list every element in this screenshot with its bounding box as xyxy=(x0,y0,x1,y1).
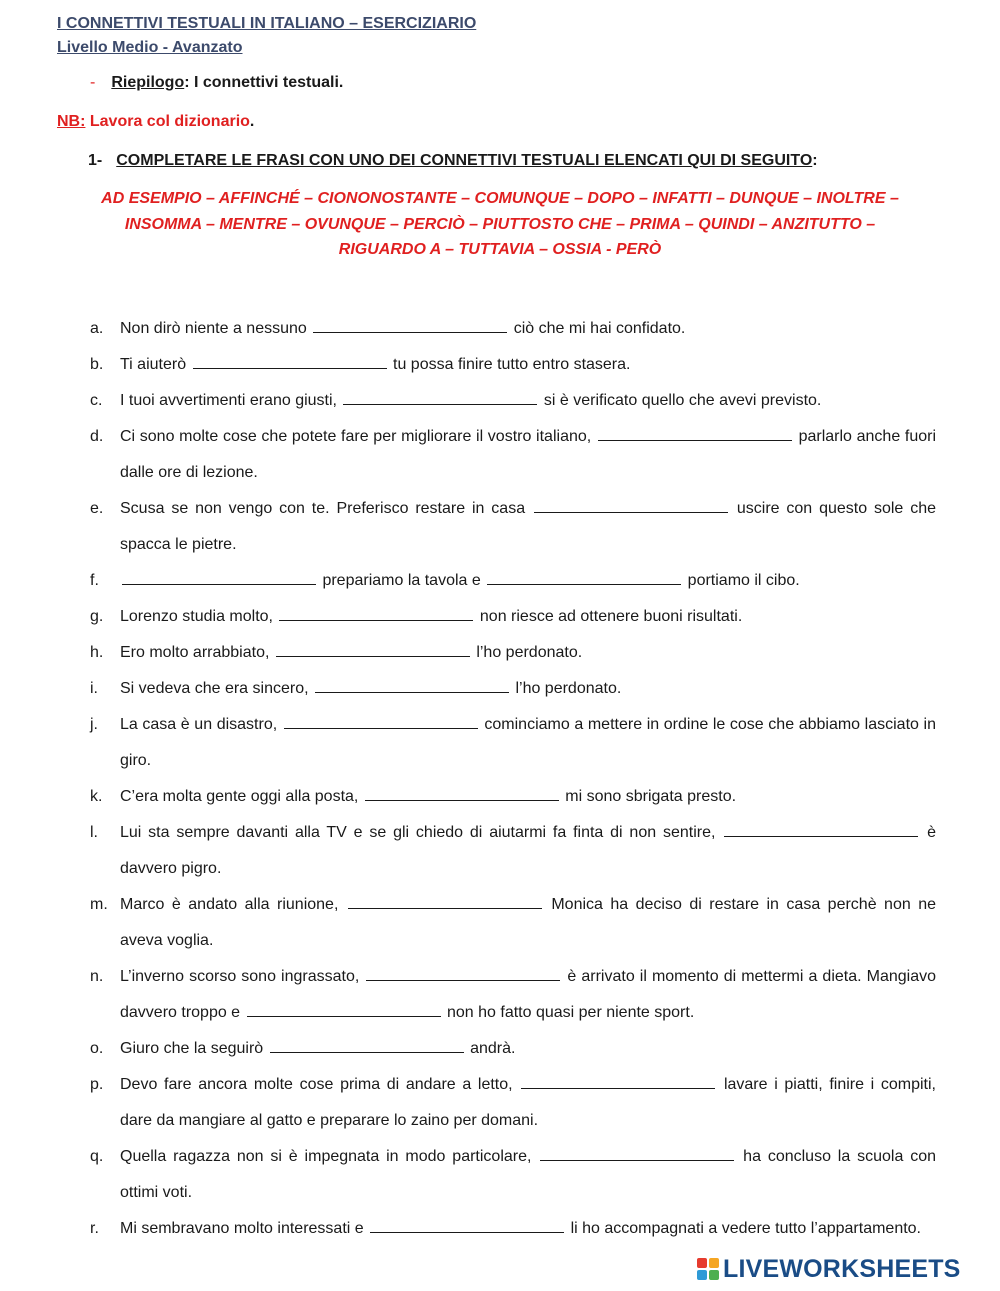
instruction-colon: : xyxy=(812,152,818,169)
exercise-item xyxy=(90,311,936,347)
connectives-line-3: RIGUARDO A – TUTTAVIA – OSSIA - PERÒ xyxy=(338,241,662,258)
connectives-line-2: INSOMMA – MENTRE – OVUNQUE – PERCIÒ – PIUTTOSTO CHE – PRIMA – QUINDI – ANZITUTTO – xyxy=(124,215,876,233)
sentence-fragment: si è verificato quello che avevi previsto. xyxy=(543,392,822,409)
sentence-fragment: I tuoi avvertimenti erano giusti, xyxy=(120,392,337,409)
exercise-label: n. xyxy=(90,968,104,985)
sentence-fragment: Giuro che la seguirò xyxy=(120,1040,264,1057)
sentence-fragment: non ho fatto quasi per niente sport. xyxy=(446,1004,695,1021)
sentence-fragment: Scusa se non vengo con te. Preferisco restare in casa xyxy=(120,500,526,517)
sentence-fragment: ha concluso la scuola con ottimi voti. xyxy=(120,1148,937,1201)
exercise-label: d. xyxy=(90,428,104,445)
sentence-fragment: Devo fare ancora molte cose prima di andare a letto, xyxy=(120,1076,513,1093)
exercise-label: a. xyxy=(90,320,104,337)
answer-blank[interactable] xyxy=(540,1145,734,1161)
exercise-sentence xyxy=(120,1139,936,1211)
exercise-sentence xyxy=(120,959,936,1031)
exercise-item xyxy=(90,599,936,635)
exercise-list xyxy=(90,311,936,1247)
exercise-label: q. xyxy=(90,1148,104,1165)
sentence-fragment: tu possa finire tutto entro stasera. xyxy=(393,356,631,373)
answer-blank[interactable] xyxy=(313,317,507,333)
exercise-item xyxy=(90,1139,936,1211)
exercise-label: h. xyxy=(90,644,104,661)
exercise-label: b. xyxy=(90,356,104,373)
exercise-label: p. xyxy=(90,1076,104,1093)
summary-label: Riepilogo xyxy=(111,74,185,91)
answer-blank[interactable] xyxy=(487,569,681,585)
sentence-fragment: La casa è un disastro, xyxy=(120,716,278,733)
note-text: Lavora col dizionario xyxy=(85,113,250,130)
exercise-label: m. xyxy=(90,896,108,913)
exercise-sentence xyxy=(120,383,936,419)
exercise-sentence xyxy=(120,491,936,563)
sentence-fragment: cominciamo a mettere in ordine le cose che abbiamo lasciato in giro. xyxy=(120,716,936,769)
exercise-sentence xyxy=(120,1031,936,1067)
sentence-fragment: prepariamo la tavola e xyxy=(322,572,481,589)
answer-blank[interactable] xyxy=(122,569,316,585)
answer-blank[interactable] xyxy=(365,785,559,801)
sentence-fragment: li ho accompagnati a vedere tutto l’appartamento. xyxy=(570,1220,921,1237)
exercise-item xyxy=(90,779,936,815)
answer-blank[interactable] xyxy=(284,713,478,729)
logo-square-3 xyxy=(697,1270,707,1280)
sentence-fragment: L’inverno scorso sono ingrassato, xyxy=(120,968,360,985)
exercise-sentence xyxy=(120,311,936,347)
exercise-label: k. xyxy=(90,788,103,805)
sentence-fragment: Ero molto arrabbiato, xyxy=(120,644,270,661)
sentence-fragment: Lui sta sempre davanti alla TV e se gli chiedo di aiutarmi fa finta di non sentire, xyxy=(120,824,716,841)
sentence-fragment: C’era molta gente oggi alla posta, xyxy=(120,788,359,805)
exercise-label: g. xyxy=(90,608,104,625)
sentence-fragment: ciò che mi hai confidato. xyxy=(513,320,686,337)
exercise-label: e. xyxy=(90,500,104,517)
note-dot: . xyxy=(249,113,255,130)
sentence-fragment: non riesce ad ottenere buoni risultati. xyxy=(479,608,743,625)
exercise-sentence xyxy=(120,815,936,887)
summary-text: : I connettivi testuali. xyxy=(184,74,344,91)
answer-blank[interactable] xyxy=(724,821,918,837)
exercise-label: o. xyxy=(90,1040,104,1057)
exercise-sentence xyxy=(120,599,936,635)
answer-blank[interactable] xyxy=(366,965,560,981)
answer-blank[interactable] xyxy=(343,389,537,405)
sentence-fragment: Monica ha deciso di restare in casa perchè non ne aveva voglia. xyxy=(120,896,937,949)
exercise-sentence xyxy=(120,347,936,383)
bullet-dash: - xyxy=(90,74,96,91)
exercise-sentence xyxy=(120,1211,936,1247)
exercise-sentence xyxy=(120,671,936,707)
logo-mark-icon xyxy=(697,1258,719,1280)
sentence-fragment: andrà. xyxy=(470,1040,516,1057)
exercise-instruction xyxy=(88,151,818,171)
exercise-item xyxy=(90,887,936,959)
exercise-sentence xyxy=(120,779,936,815)
answer-blank[interactable] xyxy=(276,641,470,657)
exercise-item xyxy=(90,1067,936,1139)
sentence-fragment: mi sono sbrigata presto. xyxy=(565,788,737,805)
document-level: Livello Medio - Avanzato xyxy=(57,39,243,56)
exercise-item xyxy=(90,347,936,383)
sentence-fragment: Mi sembravano molto interessati e xyxy=(120,1220,364,1237)
sentence-fragment: uscire con questo sole che spacca le pietre. xyxy=(120,500,936,553)
exercise-item xyxy=(90,815,936,887)
exercise-item xyxy=(90,419,936,491)
exercise-item xyxy=(90,563,936,599)
answer-blank[interactable] xyxy=(247,1001,441,1017)
sentence-fragment: parlarlo anche fuori dalle ore di lezione. xyxy=(120,428,937,481)
exercise-label: c. xyxy=(90,392,103,409)
sentence-fragment: Ti aiuterò xyxy=(120,356,187,373)
sentence-fragment: Si vedeva che era sincero, xyxy=(120,680,309,697)
answer-blank[interactable] xyxy=(370,1217,564,1233)
exercise-label: f. xyxy=(90,572,99,589)
sentence-fragment: è arrivato il momento di mettermi a dieta. Mangiavo davvero troppo e xyxy=(120,968,936,1021)
exercise-sentence xyxy=(120,707,936,779)
instruction-number: 1- xyxy=(88,152,103,169)
answer-blank[interactable] xyxy=(521,1073,715,1089)
liveworksheets-logo xyxy=(697,1255,961,1283)
exercise-label: r. xyxy=(90,1220,99,1237)
sentence-fragment: portiamo il cibo. xyxy=(687,572,800,589)
exercise-item xyxy=(90,707,936,779)
sentence-fragment: Quella ragazza non si è impegnata in modo particolare, xyxy=(120,1148,532,1165)
exercise-sentence xyxy=(120,563,936,599)
sentence-fragment: Lorenzo studia molto, xyxy=(120,608,273,625)
note-label: NB: xyxy=(57,113,86,130)
exercise-item xyxy=(90,959,936,1031)
exercise-item xyxy=(90,635,936,671)
sentence-fragment: Ci sono molte cose che potete fare per migliorare il vostro italiano, xyxy=(120,428,592,445)
logo-square-1 xyxy=(697,1258,707,1268)
document-title: I CONNETTIVI TESTUALI IN ITALIANO – ESERCIZIARIO xyxy=(57,15,477,32)
connectives-list xyxy=(70,186,930,263)
note-line xyxy=(57,112,254,132)
instruction-text: COMPLETARE LE FRASI CON UNO DEI CONNETTIVI TESTUALI ELENCATI QUI DI SEGUITO xyxy=(116,152,813,169)
connectives-line-1: AD ESEMPIO – AFFINCHÉ – CIONONOSTANTE – COMUNQUE – DOPO – INFATTI – DUNQUE – INOLTRE – xyxy=(101,190,899,207)
answer-blank[interactable] xyxy=(348,893,542,909)
summary-line xyxy=(90,73,343,93)
logo-square-2 xyxy=(709,1258,719,1268)
answer-blank[interactable] xyxy=(598,425,792,441)
sentence-fragment: Non dirò niente a nessuno xyxy=(120,320,307,337)
sentence-fragment: Marco è andato alla riunione, xyxy=(120,896,339,913)
answer-blank[interactable] xyxy=(270,1037,464,1053)
logo-text: LIVEWORKSHEETS xyxy=(723,1254,961,1283)
sentence-fragment: l’ho perdonato. xyxy=(476,644,583,661)
exercise-label: l. xyxy=(90,824,98,841)
exercise-sentence xyxy=(120,419,936,491)
logo-square-4 xyxy=(709,1270,719,1280)
answer-blank[interactable] xyxy=(315,677,509,693)
exercise-item xyxy=(90,1211,936,1247)
sentence-fragment: è davvero pigro. xyxy=(120,824,936,877)
sentence-fragment: lavare i piatti, finire i compiti, dare da mangiare al gatto e preparare lo zaino per domani. xyxy=(120,1076,937,1129)
exercise-label: j. xyxy=(90,716,98,733)
answer-blank[interactable] xyxy=(193,353,387,369)
exercise-item xyxy=(90,671,936,707)
exercise-item xyxy=(90,491,936,563)
exercise-sentence xyxy=(120,887,936,959)
exercise-label: i. xyxy=(90,680,98,697)
exercise-item xyxy=(90,1031,936,1067)
sentence-fragment: l’ho perdonato. xyxy=(515,680,622,697)
answer-blank[interactable] xyxy=(279,605,473,621)
exercise-sentence xyxy=(120,635,936,671)
exercise-item xyxy=(90,383,936,419)
exercise-sentence xyxy=(120,1067,936,1139)
answer-blank[interactable] xyxy=(534,497,728,513)
